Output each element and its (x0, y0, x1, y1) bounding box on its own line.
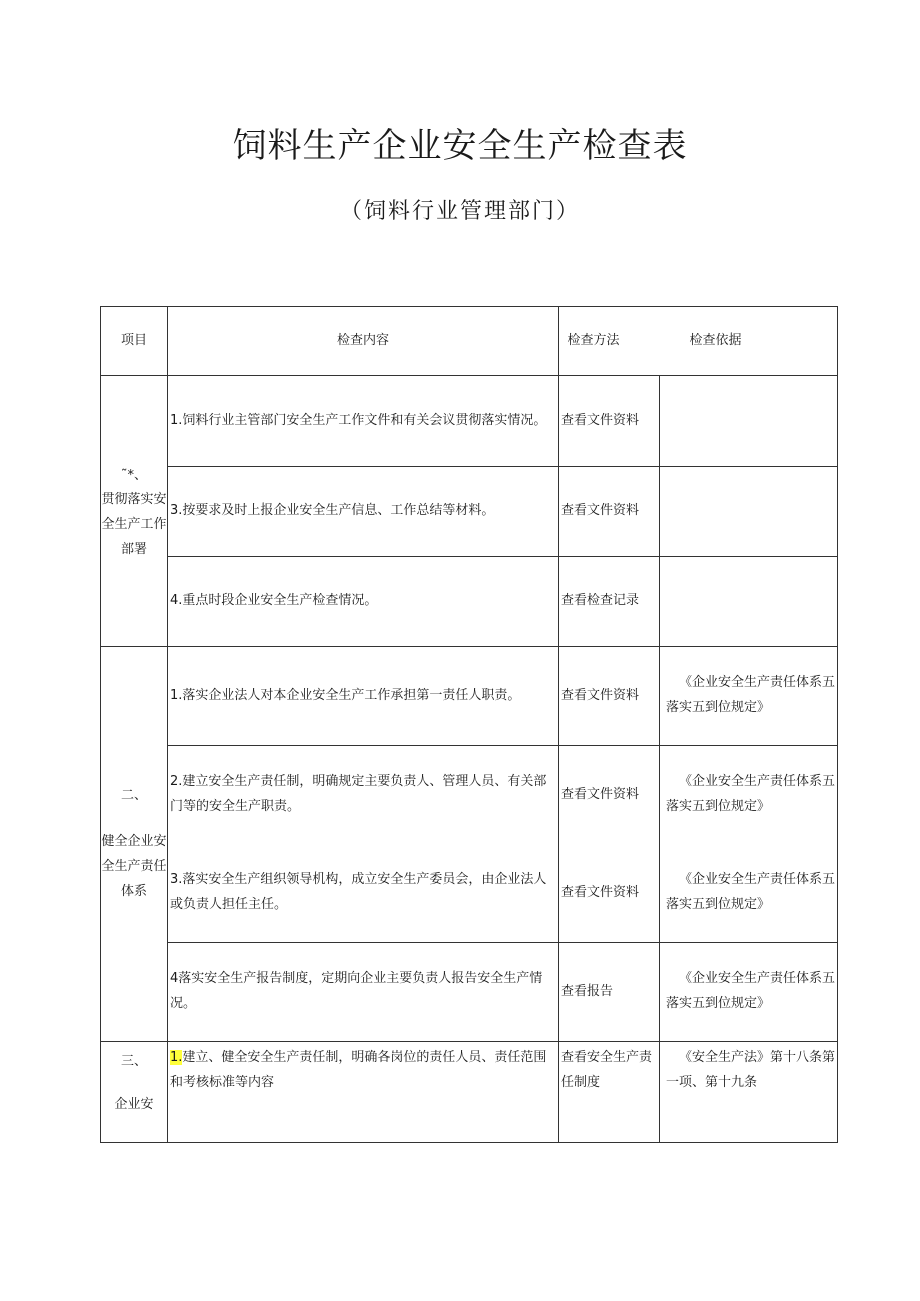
check-content: 4.重点时段企业安全生产检查情况。 (168, 557, 559, 647)
check-basis: 《企业安全生产责任体系五落实五到位规定》 (660, 647, 838, 746)
check-method: 查看报告 (559, 943, 660, 1042)
table-row (101, 376, 838, 467)
check-method: 查看文件资料 (559, 647, 660, 746)
check-basis: 《企业安全生产责任体系五落实五到位规定》 (660, 943, 838, 1042)
table-row (101, 844, 838, 943)
header-content: 检查内容 (168, 307, 559, 376)
check-content: 4落实安全生产报告制度，定期向企业主要负责人报告安全生产情况。 (168, 943, 559, 1042)
check-content: 1.落实企业法人对本企业安全生产工作承担第一责任人职责。 (168, 647, 559, 746)
table-row (101, 746, 838, 845)
section-1-category (101, 376, 168, 647)
check-content (168, 1042, 559, 1143)
check-method: 查看文件资料 (559, 746, 660, 845)
page-subtitle: （饲料行业管理部门） (339, 199, 580, 224)
table-row (101, 647, 838, 746)
check-method: 查看检查记录 (559, 557, 660, 647)
table-row (101, 1042, 838, 1143)
section-name: 贯彻落实安全生产工作部署 (101, 492, 167, 557)
page-title: 饲料生产企业安全生产检查表 (232, 126, 688, 166)
check-method: 查看文件资料 (559, 844, 660, 943)
check-content-text: 建立、健全安全生产责任制，明确各岗位的责任人员、责任范围和考核标准等内容 (170, 1050, 547, 1090)
header-method: 检查方法 (559, 307, 660, 376)
check-basis (660, 376, 838, 467)
section-number: 三、 (120, 1054, 147, 1069)
check-basis (660, 557, 838, 647)
check-basis (660, 467, 838, 557)
check-method: 查看文件资料 (559, 376, 660, 467)
check-method: 查看文件资料 (559, 467, 660, 557)
section-3-category (101, 1042, 168, 1143)
check-basis: 《安全生产法》第十八条第一项、第十九条 (660, 1042, 838, 1143)
header-item: 项目 (101, 307, 168, 376)
section-2-category (101, 647, 168, 1042)
table-row (101, 557, 838, 647)
table-header-row (101, 307, 838, 376)
section-number: ˜*、 (120, 467, 147, 483)
check-content: 3.落实安全生产组织领导机构，成立安全生产委员会，由企业法人或负责人担任主任。 (168, 844, 559, 943)
check-basis: 《企业安全生产责任体系五落实五到位规定》 (660, 746, 838, 845)
section-name: 企业安 (114, 1096, 154, 1112)
table-row (101, 467, 838, 557)
check-content: 1.饲料行业主管部门安全生产工作文件和有关会议贯彻落实情况。 (168, 376, 559, 467)
highlighted-number: 1. (170, 1050, 183, 1065)
inspection-table (100, 306, 838, 1143)
header-basis: 检查依据 (660, 307, 838, 376)
check-content: 3.按要求及时上报企业安全生产信息、工作总结等材料。 (168, 467, 559, 557)
table-row (101, 943, 838, 1042)
section-name: 健全企业安全生产责任体系 (101, 834, 167, 899)
check-content: 2.建立安全生产责任制，明确规定主要负责人、管理人员、有关部门等的安全生产职责。 (168, 746, 559, 845)
check-method: 查看安全生产责任制度 (559, 1042, 660, 1143)
section-number: 二、 (120, 787, 147, 803)
check-basis: 《企业安全生产责任体系五落实五到位规定》 (660, 844, 838, 943)
